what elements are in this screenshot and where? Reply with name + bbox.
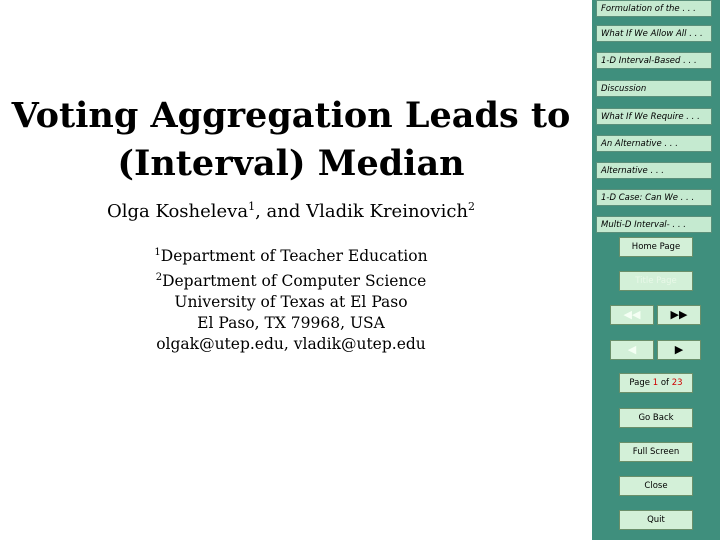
slide-title	[0, 92, 582, 188]
section-link-formulation[interactable]: Formulation of the . . .	[596, 0, 712, 17]
section-link-alternative[interactable]: Alternative . . .	[596, 162, 712, 179]
last-page-button[interactable]: ▶▶	[657, 305, 701, 325]
author-1-sup: 1	[248, 200, 256, 213]
affiliation-1-sup: 1	[154, 247, 161, 258]
go-back-button[interactable]: Go Back	[619, 408, 693, 428]
section-link-discussion[interactable]: Discussion	[596, 80, 712, 97]
navigation-sidebar	[592, 0, 720, 540]
close-button[interactable]: Close	[619, 476, 693, 496]
affiliation-1	[0, 242, 582, 267]
title-line-1: Voting Aggregation Leads to	[11, 95, 571, 136]
page-of: of	[658, 378, 672, 388]
section-link-require[interactable]: What If We Require . . .	[596, 108, 712, 125]
affiliation-2	[0, 267, 582, 292]
next-page-button[interactable]: ▶	[657, 340, 701, 360]
title-line-2: (Interval) Median	[117, 143, 465, 184]
title-page-button[interactable]: Title Page	[619, 271, 693, 291]
affiliation-1-text: Department of Teacher Education	[160, 247, 428, 266]
page-prefix: Page	[629, 378, 653, 388]
section-link-1d-case[interactable]: 1-D Case: Can We . . .	[596, 189, 712, 206]
address: El Paso, TX 79968, USA	[197, 314, 385, 333]
affiliation-2-sup: 2	[155, 272, 163, 284]
section-link-an-alternative[interactable]: An Alternative . . .	[596, 135, 712, 152]
section-link-1d-interval-based[interactable]: 1-D Interval-Based . . .	[596, 52, 712, 69]
authors-line	[0, 200, 582, 222]
section-link-allow-all[interactable]: What If We Allow All . . .	[596, 25, 712, 42]
emails: olgak@utep.edu, vladik@utep.edu	[156, 335, 426, 354]
full-screen-button[interactable]: Full Screen	[619, 442, 693, 462]
section-link-multi-d[interactable]: Multi-D Interval- . . .	[596, 216, 712, 233]
page-indicator	[619, 373, 693, 393]
previous-page-button[interactable]: ◀	[610, 340, 654, 360]
author-2-name: Vladik Kreinovich	[306, 201, 468, 222]
affiliations	[0, 242, 582, 355]
author-2-sup: 2	[468, 200, 475, 213]
first-page-button[interactable]: ◀◀	[610, 305, 654, 325]
quit-button[interactable]: Quit	[619, 510, 693, 530]
author-1-name: Olga Kosheleva	[107, 201, 249, 222]
home-page-button[interactable]: Home Page	[619, 237, 693, 257]
page-current: 1	[652, 378, 659, 388]
author-separator: , and	[255, 201, 307, 222]
university: University of Texas at El Paso	[174, 293, 408, 312]
affiliation-2-text: Department of Computer Science	[162, 272, 427, 291]
page-total: 23	[671, 378, 683, 388]
